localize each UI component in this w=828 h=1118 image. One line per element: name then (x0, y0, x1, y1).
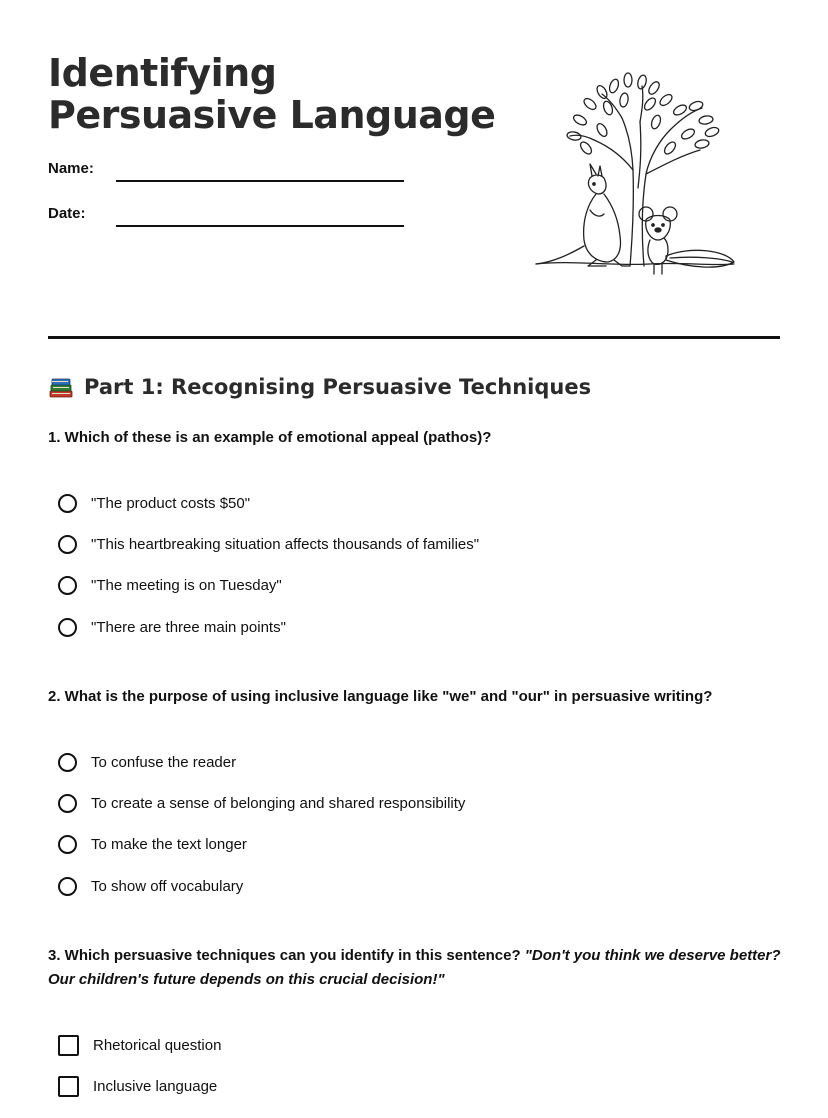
question-3 (48, 944, 788, 992)
option-label: To show off vocabulary (91, 877, 244, 895)
date-field[interactable] (48, 205, 408, 227)
books-icon (48, 374, 74, 400)
q1-option-1[interactable] (58, 491, 250, 515)
question-2 (48, 685, 788, 709)
page-title: Identifying Persuasive Language (48, 51, 496, 137)
section-divider (48, 336, 780, 339)
radio-button[interactable] (58, 794, 77, 813)
q3-option-2[interactable] (58, 1074, 217, 1098)
radio-button[interactable] (58, 576, 77, 595)
option-label: "There are three main points" (91, 618, 286, 636)
name-label: Name: (48, 160, 94, 177)
checkbox[interactable] (58, 1035, 79, 1056)
q2-option-3[interactable] (58, 832, 247, 856)
radio-button[interactable] (58, 753, 77, 772)
q3-option-1[interactable] (58, 1033, 221, 1057)
option-label: To confuse the reader (91, 753, 237, 771)
q2-option-1[interactable] (58, 750, 236, 774)
radio-button[interactable] (58, 877, 77, 896)
question-1-prompt: 1. Which of these is an example of emotional appeal (pathos)? (48, 429, 492, 446)
radio-button[interactable] (58, 618, 77, 637)
option-label: "The meeting is on Tuesday" (91, 576, 282, 594)
option-label: "The product costs $50" (91, 494, 251, 512)
option-label: To create a sense of belonging and shared responsibility (91, 794, 466, 812)
question-3-quote: "Don't you think we deserve better? Our children's future depends on this crucial decision!" (48, 947, 781, 988)
question-1 (48, 426, 788, 450)
part1-heading (48, 374, 591, 400)
q1-option-2[interactable] (58, 532, 479, 556)
option-label: Rhetorical question (93, 1036, 222, 1054)
date-label: Date: (48, 205, 86, 222)
part1-title: Part 1: Recognising Persuasive Techniques (84, 375, 592, 399)
q2-option-4[interactable] (58, 874, 243, 898)
option-label: Inclusive language (93, 1077, 218, 1095)
checkbox[interactable] (58, 1076, 79, 1097)
q2-option-2[interactable] (58, 791, 465, 815)
radio-button[interactable] (58, 535, 77, 554)
kangaroo-koala-tree-illustration (530, 70, 740, 275)
q1-option-4[interactable] (58, 615, 286, 639)
radio-button[interactable] (58, 835, 77, 854)
date-input-line[interactable] (116, 225, 404, 227)
option-label: To make the text longer (91, 835, 247, 853)
name-field[interactable] (48, 160, 408, 182)
question-3-prompt: 3. Which persuasive techniques can you identify in this sentence? (48, 947, 521, 964)
option-label: "This heartbreaking situation affects thousands of families" (91, 535, 480, 553)
question-2-prompt: 2. What is the purpose of using inclusive language like "we" and "our" in persuasive writing? (48, 688, 713, 705)
name-input-line[interactable] (116, 180, 404, 182)
radio-button[interactable] (58, 494, 77, 513)
q1-option-3[interactable] (58, 573, 282, 597)
